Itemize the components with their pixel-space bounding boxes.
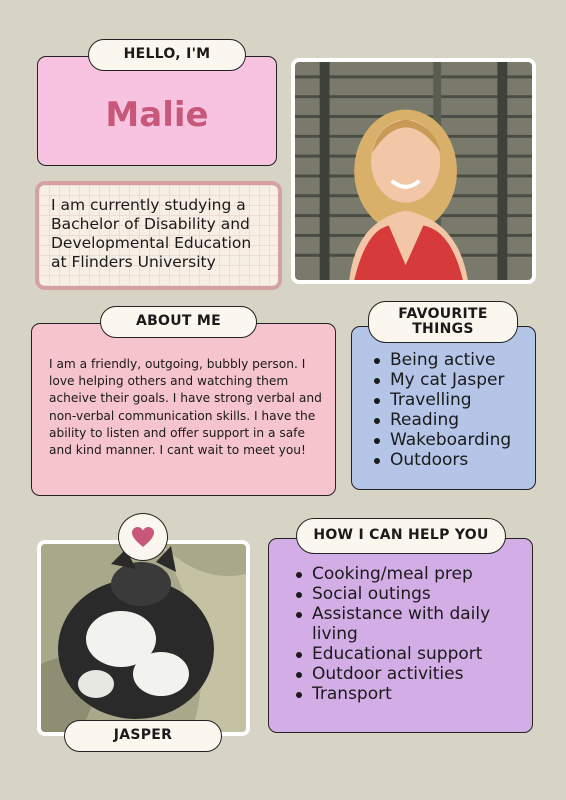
list-item: Educational support bbox=[294, 644, 524, 664]
help-card bbox=[268, 538, 533, 733]
help-heading-text: HOW I CAN HELP YOU bbox=[313, 527, 489, 544]
list-item: Reading bbox=[372, 410, 529, 430]
list-item: Travelling bbox=[372, 390, 529, 410]
name-card bbox=[37, 56, 277, 166]
list-item: Outdoors bbox=[372, 450, 529, 470]
name-heading: Malie bbox=[105, 95, 209, 135]
favourites-heading-text: FAVOURITE THINGS bbox=[398, 305, 488, 337]
help-list bbox=[294, 564, 524, 704]
pet-label-text: JASPER bbox=[113, 727, 173, 744]
greeting-text: HELLO, I'M bbox=[123, 46, 211, 63]
list-item: Outdoor activities bbox=[294, 664, 524, 684]
profile-photo bbox=[291, 58, 536, 284]
list-item: Transport bbox=[294, 684, 524, 704]
list-item: My cat Jasper bbox=[372, 370, 529, 390]
study-text: I am currently studying a Bachelor of Disability and Developmental Education at Flinders University bbox=[51, 196, 252, 271]
greeting-label bbox=[88, 39, 246, 71]
about-heading-text: ABOUT ME bbox=[135, 313, 222, 330]
list-item: Assistance with daily living bbox=[294, 604, 524, 644]
about-heading bbox=[100, 306, 257, 338]
list-item: Cooking/meal prep bbox=[294, 564, 524, 584]
help-heading bbox=[296, 518, 506, 554]
list-item: Being active bbox=[372, 350, 529, 370]
about-card bbox=[31, 323, 336, 496]
pet-label bbox=[64, 720, 222, 752]
list-item: Wakeboarding bbox=[372, 430, 529, 450]
favourites-heading bbox=[368, 301, 518, 343]
study-card bbox=[35, 181, 282, 290]
favourites-card bbox=[351, 326, 536, 490]
list-item: Social outings bbox=[294, 584, 524, 604]
heart-icon bbox=[131, 526, 155, 548]
about-text: I am a friendly, outgoing, bubbly person. I love helping others and watching them acheive their goals. I have strong verbal and non-verbal communication skills. I have the ability to listen and offer support in a safe and kind manner. I cant wait to meet you! bbox=[49, 357, 322, 458]
cat-photo bbox=[37, 540, 250, 736]
heart-badge bbox=[118, 513, 168, 561]
favourites-list bbox=[372, 350, 529, 470]
